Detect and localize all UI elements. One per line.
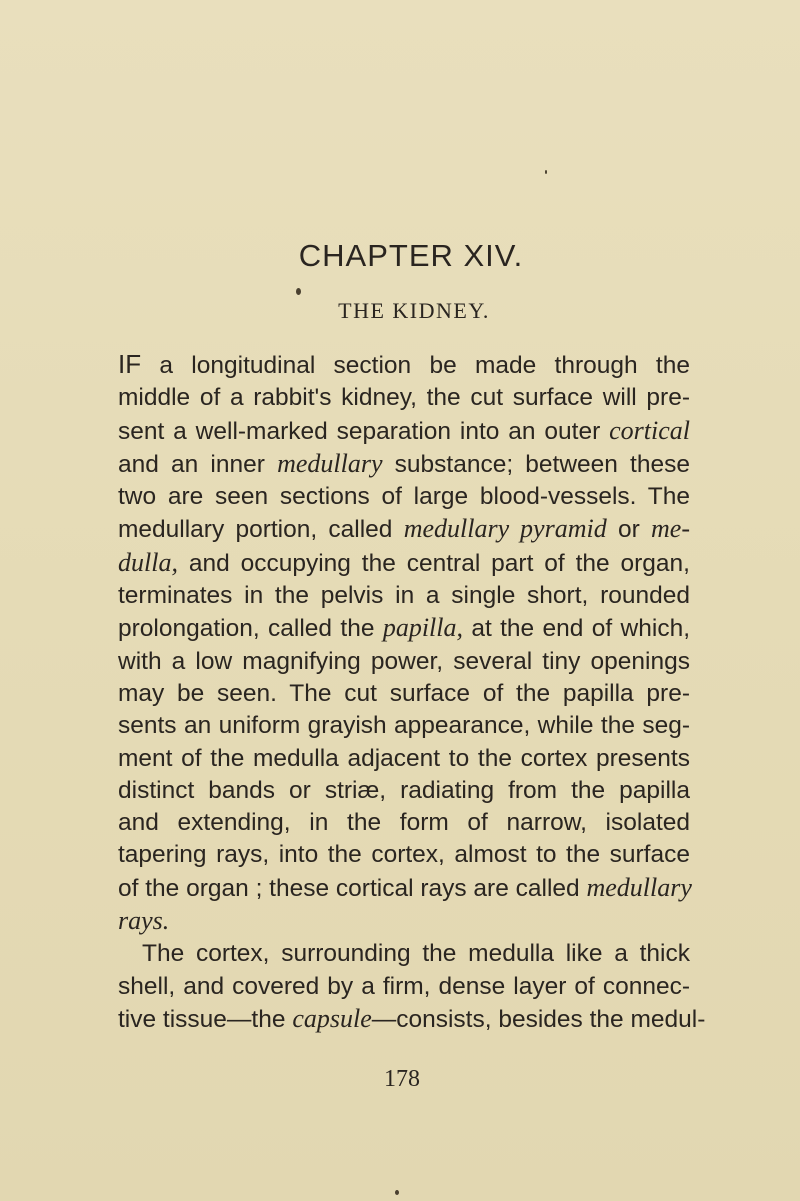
text-line [118,905,690,938]
text-line [118,612,690,645]
text-run: may be seen. The cut surface of the papilla pre- [118,679,690,707]
text-line [118,481,690,513]
text-run: two are seen sections of large blood-vessels. The [118,483,690,511]
text-line [118,938,690,970]
italic-term: medullary [277,448,383,478]
text-run: shell, and covered by a firm, dense layer of connec- [118,972,690,1000]
text-run: medullary portion, called [118,516,404,544]
chapter-title: CHAPTER XIV. [298,238,524,273]
text-line [118,678,690,710]
text-line [118,448,690,481]
text-line [118,382,690,414]
text-run: prolongation, called the [118,615,383,643]
text-line [118,775,690,807]
italic-term: dulla, [118,547,178,577]
text-line [118,513,690,546]
italic-term: rays. [118,906,170,936]
text-line [118,348,690,382]
text-line [118,415,690,448]
page-number: 178 [384,1066,420,1092]
text-run: or [606,516,652,544]
text-line [118,743,690,775]
text-run: sents an uniform grayish appearance, while the seg- [118,712,690,740]
italic-term: papilla, [382,613,463,643]
text-line [118,1003,706,1036]
section-title: THE KIDNEY. [338,298,490,323]
text-run: tapering rays, into the cortex, almost to the surface [118,841,690,869]
italic-term: medullary [586,872,692,902]
text-line [118,807,690,839]
text-run: with a low magnifying power, several tiny openings [118,647,690,675]
text-run: terminates in the pelvis in a single short, rounded [118,582,690,610]
text-run: tive tissue—the [118,1005,293,1033]
text-run: at the end of which, [462,615,690,643]
text-run: substance; between these [382,450,690,478]
text-line [118,710,690,742]
text-run: The cortex, surrounding the medulla like a thick [142,940,690,968]
text-run: sent a well-marked separation into an outer [118,417,610,445]
text-run: and extending, in the form of narrow, isolated [118,809,690,837]
body-text [118,348,706,1036]
text-line [118,646,690,678]
text-run: a longitudinal section be made through the [141,352,690,379]
text-run: and an inner [118,450,278,478]
italic-term: capsule [292,1003,372,1033]
text-line [118,872,690,905]
text-run: IF [118,349,142,379]
text-run: ment of the medulla adjacent to the cortex presents [118,744,690,772]
ink-speck [296,288,301,295]
text-line [118,971,690,1003]
italic-term: cortical [609,415,690,445]
ink-speck [395,1190,399,1195]
text-line [118,580,690,612]
text-run: of the organ ; these cortical rays are called [118,874,587,902]
text-line [118,547,690,580]
text-run: —consists, besides the medul- [371,1005,706,1033]
ink-speck [545,170,547,174]
text-run: middle of a rabbit's kidney, the cut surface will pre- [118,384,690,412]
text-run: and occupying the central part of the organ, [177,549,690,577]
text-line [118,839,690,871]
italic-term: medullary pyramid [403,514,607,544]
italic-term: me- [651,514,690,544]
text-run: distinct bands or striæ, radiating from the papilla [118,776,690,804]
